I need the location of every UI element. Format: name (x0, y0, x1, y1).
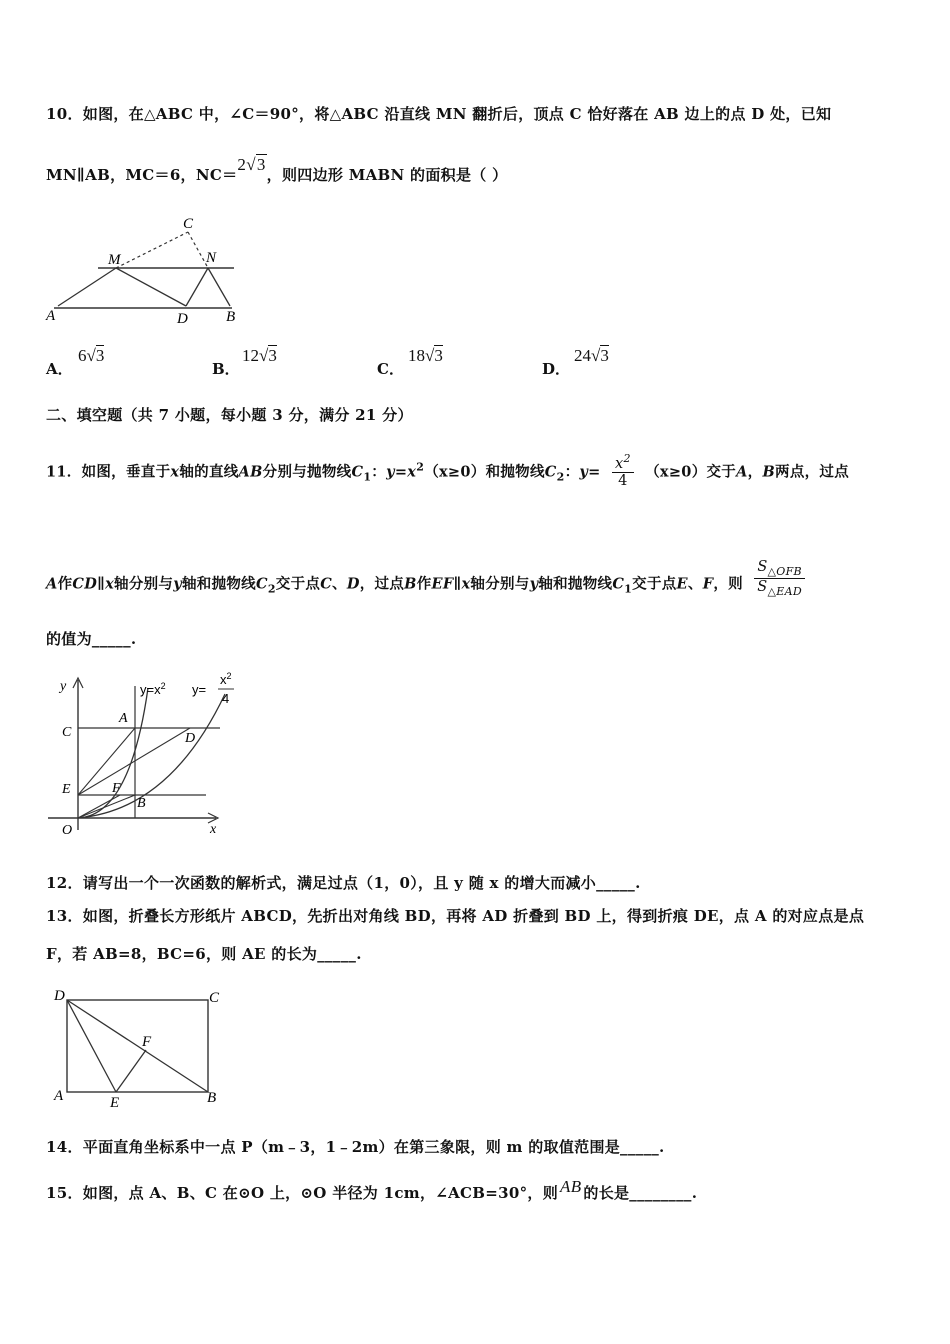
q13-figure (46, 984, 236, 1112)
q13-line1: 13．如图，折叠长方形纸片 ABCD，先折出对角线 BD，再将 AD 折叠到 BD 上，得到折痕 DE，点 A 的对应点是点 (46, 907, 865, 925)
label-c1: $y=x^2$ (140, 681, 166, 697)
nc-value: 2√3 (237, 155, 266, 174)
diag-db (67, 1000, 208, 1092)
option-c-letter: C． (377, 360, 404, 378)
q14-text: 14．平面直角坐标系中一点 P（m﹣3，1﹣2m）在第三象限，则 m 的取值范围是_____. (46, 1138, 665, 1156)
q11-figure (40, 668, 240, 840)
label-c: C (62, 725, 72, 740)
seg-nb (208, 268, 230, 306)
label-b: B (226, 309, 236, 325)
q10-line1: 10．如图，在△ABC 中，∠C＝90°，将△ABC 沿直线 MN 翻折后，顶点 C 恰好落在 AB 边上的点 D 处，已知 (46, 105, 832, 123)
section2-heading: 二、填空题（共 7 小题，每小题 3 分，满分 21 分） (46, 406, 413, 424)
label-f: F (112, 781, 121, 796)
label-d: D (54, 988, 65, 1004)
label-b: B (137, 796, 146, 811)
label-d: D (185, 731, 196, 746)
option-b-value[interactable]: 12√3 (242, 346, 277, 365)
label-b: B (207, 1090, 217, 1106)
q11-line2: A作CD∥x轴分别与y轴和抛物线$C_2$交于点C、D，过点B作EF∥x轴分别与y轴和抛物线$C_1$交于点E、F，则 $\frac{S_{\triangle OFB}}{S_{\triangle EAD}}$ (46, 565, 805, 604)
q10-figure (40, 212, 250, 330)
label-c: C (183, 216, 194, 232)
label-a: A (54, 1088, 64, 1104)
option-b-letter: B． (212, 360, 240, 378)
label-d: D (177, 311, 188, 327)
arc-ab: AB (560, 1177, 582, 1196)
option-c-value[interactable]: 18√3 (408, 346, 443, 365)
label-y: y (60, 679, 67, 694)
q11-line1: 11．如图，垂直于x轴的直线AB分别与抛物线$C_1$：$y=x^2(x\ge 0)$和抛物线$C_2$：y= $\frac{x^2}{4}$ （x≥0）交于A，B两点，过点 (46, 452, 850, 489)
q11-ratio: $\frac{S_{\triangle OFB}}{S_{\triangle EAD}}$ (754, 559, 805, 598)
q10-line2-a: MN∥AB，MC＝6，NC＝ (46, 166, 238, 184)
q13-line2: F，若 AB=8，BC=6，则 AE 的长为_____. (46, 945, 362, 963)
q11-fraction: $\frac{x^2}{4}$ (612, 452, 634, 489)
label-c2-den: 4 (222, 691, 230, 706)
option-a-value[interactable]: 6√3 (78, 346, 105, 365)
option-d-value[interactable]: 24√3 (574, 346, 609, 365)
label-o: O (62, 823, 73, 838)
seg-am (58, 268, 116, 306)
q10-line2 (46, 155, 508, 185)
q10-line2-b: ，则四边形 MABN 的面积是（ ） (266, 166, 508, 184)
seg-ea (78, 728, 135, 795)
seg-ed (78, 728, 190, 795)
q15-text: 15．如图，点 A、B、C 在⊙O 上，⊙O 半径为 1cm，∠ACB=30°，则 AB 的长是________. (46, 1177, 698, 1202)
label-c2-num: $x^2$ (220, 671, 232, 687)
label-c2: y= (192, 682, 207, 697)
q11-line3: 的值为_____. (46, 630, 137, 648)
label-x: x (210, 822, 217, 837)
parabola-c2 (78, 694, 225, 818)
label-a: A (46, 308, 56, 324)
seg-dn (186, 268, 208, 306)
seg-md (116, 268, 186, 306)
q12-text: 12．请写出一个一次函数的解析式，满足过点（1，0），且 y 随 x 的增大而减小_____. (46, 874, 641, 892)
label-f: F (142, 1034, 152, 1050)
seg-ob (78, 795, 135, 818)
label-n: N (206, 250, 217, 266)
label-a: A (119, 711, 128, 726)
crease-de (67, 1000, 116, 1092)
label-e: E (62, 782, 71, 797)
option-a-letter: A． (46, 360, 73, 378)
dash-mc (116, 232, 188, 268)
dash-cn (188, 232, 208, 268)
label-m: M (108, 252, 121, 268)
label-c: C (209, 990, 220, 1006)
seg-ef (116, 1050, 146, 1092)
label-e: E (110, 1095, 120, 1111)
option-d-letter: D． (542, 360, 571, 378)
